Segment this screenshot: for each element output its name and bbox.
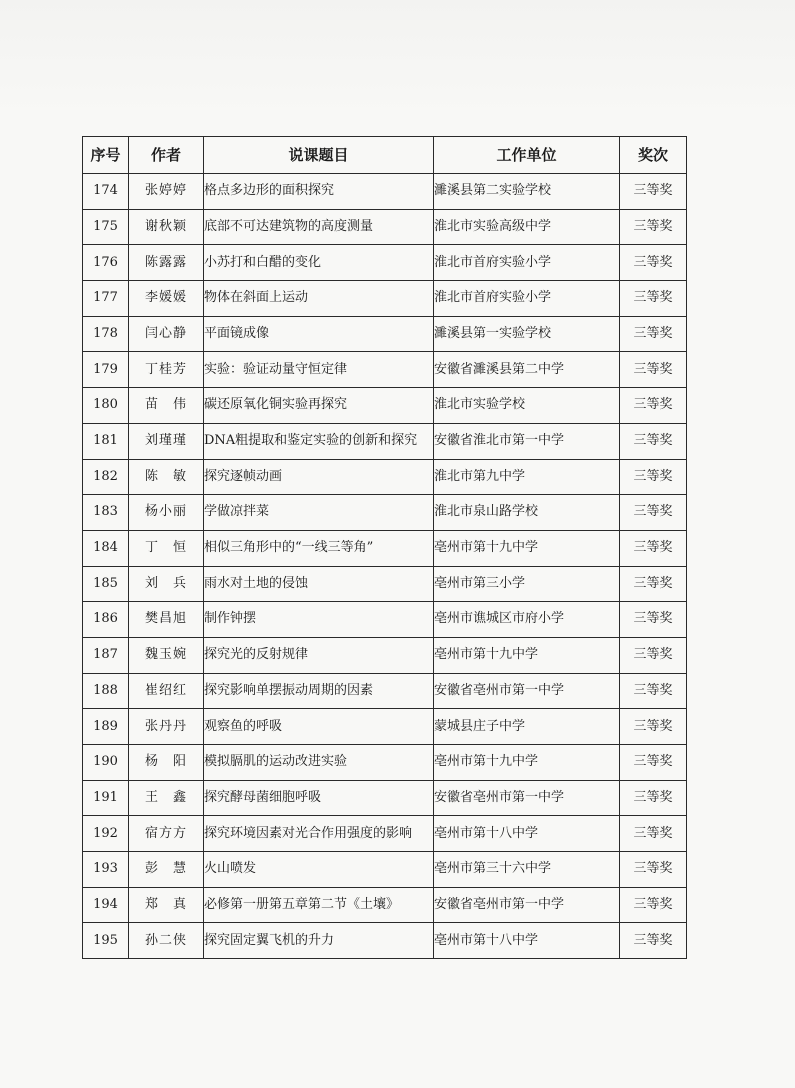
cell-title: 相似三角形中的“一线三等角” <box>204 530 434 566</box>
cell-award: 三等奖 <box>620 566 687 602</box>
cell-author: 张丹丹 <box>129 709 204 745</box>
cell-title: 平面镜成像 <box>204 316 434 352</box>
cell-title: 探究酵母菌细胞呼吸 <box>204 780 434 816</box>
table-row <box>83 459 687 495</box>
cell-unit: 淮北市首府实验小学 <box>434 245 620 281</box>
header-no: 序号 <box>83 137 129 174</box>
cell-title: 火山喷发 <box>204 852 434 888</box>
cell-award: 三等奖 <box>620 495 687 531</box>
table-row <box>83 780 687 816</box>
table-row <box>83 566 687 602</box>
table-row <box>83 816 687 852</box>
cell-no: 187 <box>83 637 129 673</box>
table-row <box>83 887 687 923</box>
cell-author: 孙二侠 <box>129 923 204 959</box>
cell-no: 194 <box>83 887 129 923</box>
cell-author: 闫心静 <box>129 316 204 352</box>
cell-unit: 安徽省濉溪县第二中学 <box>434 352 620 388</box>
cell-author: 宿方方 <box>129 816 204 852</box>
cell-title: 探究影响单摆振动周期的因素 <box>204 673 434 709</box>
cell-no: 183 <box>83 495 129 531</box>
cell-unit: 濉溪县第一实验学校 <box>434 316 620 352</box>
cell-no: 185 <box>83 566 129 602</box>
cell-award: 三等奖 <box>620 352 687 388</box>
cell-unit: 亳州市第十八中学 <box>434 816 620 852</box>
cell-no: 182 <box>83 459 129 495</box>
table-body <box>83 174 687 959</box>
table-row <box>83 316 687 352</box>
cell-no: 189 <box>83 709 129 745</box>
cell-award: 三等奖 <box>620 852 687 888</box>
cell-author: 樊昌旭 <box>129 602 204 638</box>
table-row <box>83 673 687 709</box>
cell-unit: 淮北市泉山路学校 <box>434 495 620 531</box>
cell-title: 模拟膈肌的运动改进实验 <box>204 745 434 781</box>
cell-no: 177 <box>83 281 129 317</box>
cell-award: 三等奖 <box>620 316 687 352</box>
cell-author: 郑 真 <box>129 887 204 923</box>
cell-title: 探究固定翼飞机的升力 <box>204 923 434 959</box>
cell-award: 三等奖 <box>620 209 687 245</box>
cell-title: 雨水对土地的侵蚀 <box>204 566 434 602</box>
table-row <box>83 352 687 388</box>
cell-title: 物体在斜面上运动 <box>204 281 434 317</box>
cell-unit: 亳州市第十八中学 <box>434 923 620 959</box>
cell-unit: 安徽省淮北市第一中学 <box>434 423 620 459</box>
cell-unit: 安徽省亳州市第一中学 <box>434 887 620 923</box>
cell-unit: 亳州市谯城区市府小学 <box>434 602 620 638</box>
table-row <box>83 388 687 424</box>
table-row <box>83 852 687 888</box>
cell-title: 制作钟摆 <box>204 602 434 638</box>
table-row <box>83 709 687 745</box>
cell-no: 186 <box>83 602 129 638</box>
cell-unit: 亳州市第十九中学 <box>434 745 620 781</box>
cell-no: 195 <box>83 923 129 959</box>
table-row <box>83 281 687 317</box>
cell-no: 190 <box>83 745 129 781</box>
table-row <box>83 530 687 566</box>
header-author: 作者 <box>129 137 204 174</box>
cell-unit: 濉溪县第二实验学校 <box>434 174 620 210</box>
cell-unit: 安徽省亳州市第一中学 <box>434 673 620 709</box>
table-row <box>83 602 687 638</box>
cell-author: 丁 恒 <box>129 530 204 566</box>
table-row <box>83 923 687 959</box>
table-row <box>83 423 687 459</box>
awards-table <box>82 136 687 959</box>
cell-author: 王 鑫 <box>129 780 204 816</box>
cell-author: 陈 敏 <box>129 459 204 495</box>
cell-title: 学做凉拌菜 <box>204 495 434 531</box>
table-header-row <box>83 137 687 174</box>
cell-title: 实验：验证动量守恒定律 <box>204 352 434 388</box>
cell-unit: 淮北市实验高级中学 <box>434 209 620 245</box>
header-title: 说课题目 <box>204 137 434 174</box>
cell-unit: 亳州市第十九中学 <box>434 530 620 566</box>
table-row <box>83 174 687 210</box>
cell-title: 小苏打和白醋的变化 <box>204 245 434 281</box>
cell-unit: 蒙城县庄子中学 <box>434 709 620 745</box>
cell-no: 193 <box>83 852 129 888</box>
cell-award: 三等奖 <box>620 745 687 781</box>
cell-author: 魏玉婉 <box>129 637 204 673</box>
cell-unit: 淮北市首府实验小学 <box>434 281 620 317</box>
cell-no: 179 <box>83 352 129 388</box>
cell-title: 观察鱼的呼吸 <box>204 709 434 745</box>
cell-no: 188 <box>83 673 129 709</box>
cell-author: 崔绍红 <box>129 673 204 709</box>
table-row <box>83 637 687 673</box>
cell-award: 三等奖 <box>620 245 687 281</box>
cell-award: 三等奖 <box>620 174 687 210</box>
cell-unit: 淮北市第九中学 <box>434 459 620 495</box>
cell-author: 杨 阳 <box>129 745 204 781</box>
cell-unit: 淮北市实验学校 <box>434 388 620 424</box>
cell-award: 三等奖 <box>620 423 687 459</box>
cell-unit: 亳州市第三十六中学 <box>434 852 620 888</box>
cell-title: 底部不可达建筑物的高度测量 <box>204 209 434 245</box>
cell-no: 176 <box>83 245 129 281</box>
cell-no: 178 <box>83 316 129 352</box>
cell-award: 三等奖 <box>620 887 687 923</box>
cell-no: 174 <box>83 174 129 210</box>
cell-title: 探究光的反射规律 <box>204 637 434 673</box>
cell-award: 三等奖 <box>620 602 687 638</box>
cell-author: 彭 慧 <box>129 852 204 888</box>
cell-award: 三等奖 <box>620 780 687 816</box>
cell-title: 碳还原氧化铜实验再探究 <box>204 388 434 424</box>
cell-title: 探究环境因素对光合作用强度的影响 <box>204 816 434 852</box>
table-row <box>83 495 687 531</box>
cell-award: 三等奖 <box>620 459 687 495</box>
cell-no: 192 <box>83 816 129 852</box>
cell-author: 陈露露 <box>129 245 204 281</box>
header-unit: 工作单位 <box>434 137 620 174</box>
cell-no: 175 <box>83 209 129 245</box>
cell-no: 184 <box>83 530 129 566</box>
cell-no: 181 <box>83 423 129 459</box>
header-award: 奖次 <box>620 137 687 174</box>
cell-title: 探究逐帧动画 <box>204 459 434 495</box>
cell-title: 格点多边形的面积探究 <box>204 174 434 210</box>
cell-unit: 亳州市第十九中学 <box>434 637 620 673</box>
table-row <box>83 245 687 281</box>
cell-award: 三等奖 <box>620 816 687 852</box>
cell-author: 刘 兵 <box>129 566 204 602</box>
cell-award: 三等奖 <box>620 388 687 424</box>
cell-title: 必修第一册第五章第二节《土壤》 <box>204 887 434 923</box>
cell-award: 三等奖 <box>620 673 687 709</box>
cell-no: 180 <box>83 388 129 424</box>
cell-award: 三等奖 <box>620 709 687 745</box>
cell-author: 丁桂芳 <box>129 352 204 388</box>
cell-award: 三等奖 <box>620 281 687 317</box>
table-row <box>83 209 687 245</box>
cell-unit: 安徽省亳州市第一中学 <box>434 780 620 816</box>
cell-author: 谢秋颖 <box>129 209 204 245</box>
cell-award: 三等奖 <box>620 637 687 673</box>
cell-unit: 亳州市第三小学 <box>434 566 620 602</box>
cell-author: 杨小丽 <box>129 495 204 531</box>
cell-author: 李媛媛 <box>129 281 204 317</box>
cell-award: 三等奖 <box>620 530 687 566</box>
table-row <box>83 745 687 781</box>
cell-no: 191 <box>83 780 129 816</box>
cell-author: 张婷婷 <box>129 174 204 210</box>
cell-title: DNA粗提取和鉴定实验的创新和探究 <box>204 423 434 459</box>
cell-author: 苗 伟 <box>129 388 204 424</box>
cell-award: 三等奖 <box>620 923 687 959</box>
cell-author: 刘瑾瑾 <box>129 423 204 459</box>
